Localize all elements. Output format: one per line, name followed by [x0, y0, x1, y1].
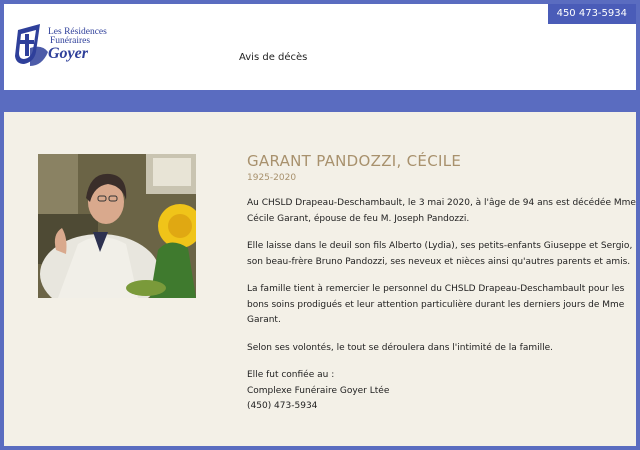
- funeral-home-phone: (450) 473-5934: [247, 401, 318, 411]
- logo-line-3: Goyer: [48, 45, 88, 62]
- deceased-name: GARANT PANDOZZI, CÉCILE: [247, 152, 462, 170]
- logo-line-1: Les Résidences: [48, 27, 107, 37]
- logo[interactable]: [12, 22, 132, 68]
- text-line: Garant.: [247, 315, 281, 325]
- obituary-paragraph-2: [247, 239, 633, 270]
- text-line: Au CHSLD Drapeau-Deschambault, le 3 mai 2020, à l'âge de 94 ans est décédée Mme: [247, 198, 636, 208]
- funeral-home-name: Complexe Funéraire Goyer Ltée: [247, 385, 390, 396]
- funeral-home-info: [247, 368, 627, 415]
- text-line: son beau-frère Bruno Pandozzi, ses neveux et nièces ainsi qu'autres parents et amis.: [247, 256, 631, 267]
- text-line: Selon ses volontés, le tout se déroulera dans l'intimité de la famille.: [247, 342, 554, 353]
- page-frame: [4, 4, 636, 446]
- logo-text: [48, 27, 107, 62]
- obituary-paragraph-1: [247, 196, 636, 227]
- text-line: La famille tient à remercier le personnel du CHSLD Drapeau-Deschambault pour les: [247, 284, 625, 294]
- nav-avis-de-deces[interactable]: Avis de décès: [239, 52, 308, 63]
- life-dates: 1925-2020: [247, 173, 297, 183]
- logo-emblem-icon: [12, 22, 52, 68]
- deceased-photo: [38, 154, 196, 298]
- text-line: Cécile Garant, épouse de feu M. Joseph Pandozzi.: [247, 213, 470, 224]
- text-line: Elle fut confiée au :: [247, 370, 335, 380]
- obituary-content: [247, 152, 636, 415]
- site-header: [4, 4, 636, 90]
- text-line: Elle laisse dans le deuil son fils Alberto (Lydia), ses petits-enfants Giuseppe et Sergio,: [247, 241, 633, 251]
- header-phone[interactable]: 450 473-5934: [548, 4, 636, 24]
- header-band: [4, 90, 636, 112]
- obituary-paragraph-3: [247, 282, 627, 329]
- obituary-paragraph-4: [247, 341, 627, 357]
- text-line: bons soins prodigués et leur attention particulière durant les derniers jours de Mme: [247, 299, 625, 310]
- logo-line-2: Funéraires: [50, 36, 91, 46]
